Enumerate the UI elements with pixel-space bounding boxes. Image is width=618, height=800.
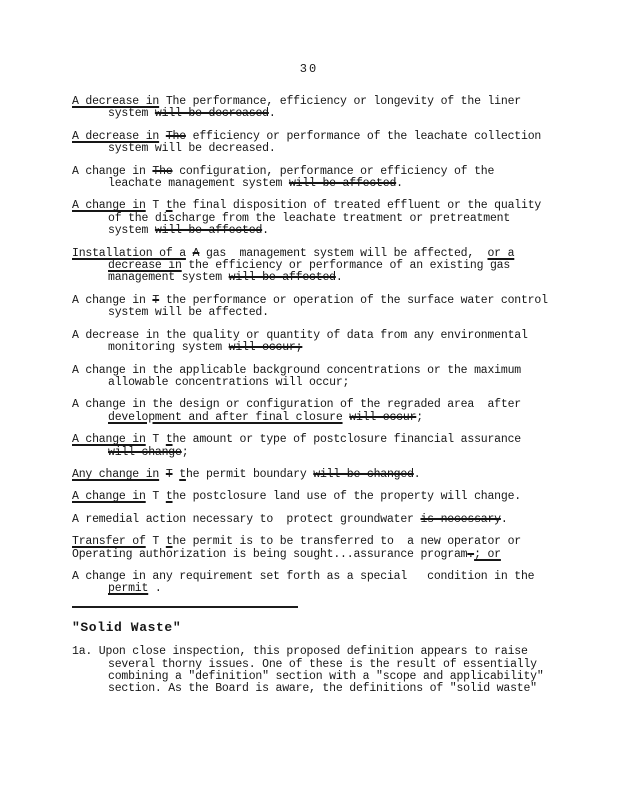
paragraph [72,200,564,237]
text-run: T [145,433,166,447]
deleted-text: A [192,246,200,260]
text-run: . [335,271,343,285]
text-run: configuration, performance or efficiency of the [172,164,495,178]
document-body [72,96,564,696]
paragraph [72,399,564,424]
text-run: he permit is to be transferred to a new operator or [172,535,521,549]
text-run: "Solid Waste" [72,619,182,635]
inserted-text: Transfer of [72,535,146,549]
text-run: allowable concentrations will occur; [108,375,350,389]
deleted-text: T [165,467,173,481]
text-run: A change in the applicable background concentrations or the maximum [72,363,521,377]
deleted-text: The [152,164,173,178]
deleted-text: T [152,293,160,307]
inserted-text: A decrease in [72,129,160,143]
text-run: A change in [72,293,153,307]
text-run: . [148,582,162,596]
inserted-text: A change in [72,199,146,213]
text-run: . [500,512,508,526]
deleted-text: will be decreased [154,107,269,121]
paragraph [72,365,564,390]
text-run: leachate management system [108,177,289,191]
deleted-text: will be changed [313,467,414,481]
paragraph [72,536,564,561]
inserted-text: development and after final closure [108,410,343,424]
text-run: system will be decreased. [108,142,276,156]
paragraph [72,96,564,121]
text-run: he postclosure land use of the property will change. [172,490,521,504]
paragraph [72,491,564,503]
inserted-text: A decrease in [72,95,160,108]
inserted-text: ; or [474,547,501,561]
deleted-text: will be affected [154,224,263,238]
text-run: . [396,177,403,191]
text-run: ; [181,445,189,459]
paragraph [72,646,564,696]
text-run: ; [416,410,423,424]
inserted-text: decrease in [108,259,182,273]
text-run: A change in any requirement set forth as a special condition in the [72,569,535,583]
text-run [159,468,166,481]
paragraph [72,166,564,191]
text-run: . [262,224,269,238]
text-run: system [108,107,155,121]
text-run: A change in [72,164,153,178]
text-run: A change in the design or configuration of the regraded area after [72,398,521,412]
text-run: system [108,224,155,238]
text-run: he permit boundary [185,467,314,481]
text-run: Operating authorization is being sought...assurance program [72,547,468,561]
inserted-text: t [165,535,173,549]
text-run: . [413,467,421,481]
horizontal-rule [72,606,298,608]
text-run: . [268,107,276,121]
paragraph [72,514,564,526]
deleted-text: . [467,547,475,561]
inserted-text: t [179,467,186,481]
inserted-text: Installation of a [72,246,186,260]
paragraph [72,131,564,156]
paragraph [72,330,564,355]
paragraph [72,434,564,459]
deleted-text: will occur; [228,341,303,355]
inserted-text: t [165,433,173,447]
text-run: section. As the Board is aware, the definitions of "solid waste" [108,682,537,696]
text-run: efficiency or performance of the leachate collection [185,129,542,143]
inserted-text: or a [487,246,515,260]
text-run: management system [108,271,229,285]
text-run: the performance or operation of the surface water control [159,293,548,307]
inserted-text: A change in [72,433,146,447]
deleted-text: is necessary [420,512,501,526]
text-run: of the discharge from the leachate treatment or pretreatment [108,211,511,225]
inserted-text: permit [108,582,149,596]
text-run [186,247,193,260]
text-run: T [145,490,166,504]
text-run: 1a. Upon close inspection, this proposed definition appears to raise [72,645,528,659]
text-run: he amount or type of postclosure financial assurance [172,433,521,447]
text-run: A decrease in the quality or quantity of data from any environmental [72,328,528,342]
text-run: monitoring system [108,341,229,355]
text-run [159,130,166,143]
inserted-text: t [165,199,173,213]
text-run: The performance, efficiency or longevity of the liner [159,95,521,108]
paragraph [72,248,564,285]
deleted-text: will occur [349,410,417,424]
text-run: system will be affected. [108,306,269,320]
deleted-text: The [165,129,186,143]
text-run: T [145,199,166,213]
deleted-text: will change [108,445,182,459]
text-run: the efficiency or performance of an existing gas [181,259,511,273]
text-run: several thorny issues. One of these is the result of essentially [108,657,537,671]
paragraph [72,295,564,320]
text-run: A remedial action necessary to protect groundwater [72,512,421,526]
paragraph [72,571,564,596]
section-heading [72,619,564,635]
text-run: he final disposition of treated effluent or the quality [172,199,542,213]
inserted-text: Any change in [72,467,160,481]
inserted-text: A change in [72,490,146,504]
page-number: 30 [299,62,319,76]
text-run: combining a "definition" section with a "scope and applicability" [108,670,544,683]
paragraph [72,469,564,481]
deleted-text: will be affected [228,271,336,285]
text-run: T [145,535,166,549]
inserted-text: t [165,490,173,504]
text-run: gas management system will be affected, [199,246,488,260]
deleted-text: will be affected [288,177,397,191]
